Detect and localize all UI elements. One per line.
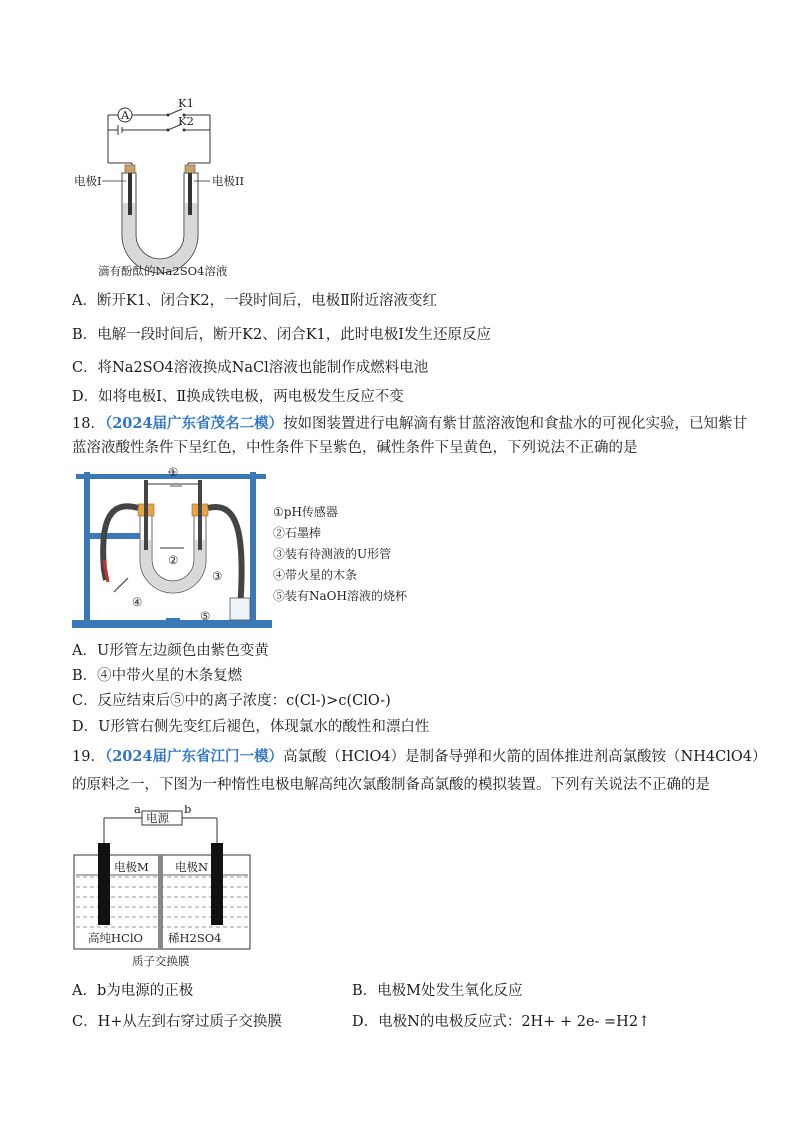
mark-5: ⑤ bbox=[200, 609, 211, 623]
ammeter-label: A bbox=[121, 108, 130, 122]
question-number: 18． bbox=[72, 416, 105, 432]
option-text: U形管右侧先变红后褪色，体现氯水的酸性和漂白性 bbox=[98, 719, 430, 735]
option-text: 反应结束后⑤中的离子浓度：c(Cl-)>c(ClO-) bbox=[97, 693, 391, 709]
option-text: U形管左边颜色由紫色变黄 bbox=[96, 643, 269, 659]
option-text: 电极M处发生氧化反应 bbox=[377, 983, 523, 999]
question-stem: 按如图装置进行电解滴有紫甘蓝溶液饱和食盐水的可视化实验，已知紫甘 bbox=[283, 416, 748, 432]
q17-option-a bbox=[72, 290, 437, 312]
mark-4: ④ bbox=[132, 595, 143, 609]
q19-option-b bbox=[352, 980, 523, 1002]
figure-electrolysis-cell bbox=[70, 805, 260, 970]
option-letter: A． bbox=[72, 983, 97, 999]
power-label: 电源 bbox=[146, 811, 169, 825]
q19-option-c bbox=[72, 1011, 282, 1033]
formula-nh4clo4: NH4ClO4 bbox=[680, 749, 752, 765]
q19-option-a bbox=[72, 980, 193, 1002]
question-stem: ）是制备导弹和火箭的固体推进剂高氯酸铵（ bbox=[390, 749, 681, 765]
solution-label: 滴有酚酞的Na2SO4溶液 bbox=[98, 264, 228, 278]
k1-label: K1 bbox=[178, 96, 194, 110]
option-letter: B． bbox=[72, 327, 98, 343]
legend-item: ④带火星的木条 bbox=[273, 568, 358, 582]
option-text: 如将电极Ⅰ、Ⅱ换成铁电极，两电极发生反应不变 bbox=[98, 389, 404, 405]
figure-electrolysis-apparatus bbox=[70, 460, 280, 636]
q17-option-b bbox=[72, 324, 491, 346]
q17-option-c bbox=[72, 357, 428, 379]
legend-item: ⑤装有NaOH溶液的烧杯 bbox=[273, 589, 407, 603]
option-letter: A． bbox=[72, 643, 97, 659]
option-letter: A． bbox=[72, 293, 97, 309]
option-letter: D． bbox=[72, 719, 99, 735]
q18-option-c bbox=[72, 690, 391, 712]
question-source: （2024届广东省茂名二模） bbox=[104, 415, 284, 432]
question-stem: 蓝溶液酸性条件下呈红色，中性条件下呈紫色，碱性条件下呈黄色，下列说法不正确的是 bbox=[72, 440, 638, 456]
option-letter: D． bbox=[72, 389, 99, 405]
option-text: H+从左到右穿过质子交换膜 bbox=[97, 1014, 282, 1030]
option-letter: C． bbox=[72, 1014, 98, 1030]
question-stem: 的原料之一，下图为一种惰性电极电解高纯次氯酸制备高氯酸的模拟装置。下列有关说法不正确的是 bbox=[72, 777, 710, 793]
mark-3: ③ bbox=[212, 569, 223, 583]
k2-label: K2 bbox=[178, 114, 194, 128]
membrane-label: 质子交换膜 bbox=[132, 954, 190, 968]
q18-stem-line1 bbox=[72, 413, 747, 435]
electrode-i-label: 电极I bbox=[74, 174, 102, 188]
question-number: 19． bbox=[72, 749, 105, 765]
right-solution-label: 稀H2SO4 bbox=[168, 931, 222, 945]
terminal-b: b bbox=[184, 805, 192, 816]
q18-option-a bbox=[72, 640, 269, 662]
legend-item: ②石墨棒 bbox=[273, 526, 322, 540]
apparatus-legend bbox=[273, 502, 407, 607]
question-stem: ） bbox=[751, 749, 767, 765]
option-letter: C． bbox=[72, 693, 98, 709]
q18-option-b bbox=[72, 665, 242, 687]
option-text: ④中带火星的木条复燃 bbox=[97, 668, 243, 684]
option-letter: C． bbox=[72, 360, 98, 376]
q19-option-d bbox=[352, 1011, 650, 1033]
option-letter: B． bbox=[352, 983, 378, 999]
q18-stem-line2 bbox=[72, 437, 638, 459]
option-letter: B． bbox=[72, 668, 98, 684]
legend-item: ①pH传感器 bbox=[273, 505, 338, 519]
electrode-ii-label: 电极II bbox=[212, 174, 245, 188]
formula-hclo4: HClO4 bbox=[341, 749, 391, 765]
q19-stem-line1 bbox=[72, 746, 766, 768]
legend-item: ③装有待测液的U形管 bbox=[273, 547, 392, 561]
option-letter: D． bbox=[352, 1014, 379, 1030]
mark-1: ① bbox=[168, 465, 179, 479]
left-solution-label: 高纯HClO bbox=[88, 931, 143, 945]
question-stem: 高氯酸（ bbox=[283, 749, 342, 765]
option-text: 断开K1、闭合K2，一段时间后，电极Ⅱ附近溶液变红 bbox=[96, 293, 437, 309]
electrode-n-label: 电极N bbox=[175, 860, 209, 874]
option-text: b为电源的正极 bbox=[96, 983, 194, 999]
option-text: 电解一段时间后，断开K2、闭合K1，此时电极Ⅰ发生还原反应 bbox=[97, 327, 491, 343]
terminal-a: a bbox=[134, 805, 141, 816]
electrode-m-label: 电极M bbox=[114, 860, 149, 874]
q17-option-d bbox=[72, 386, 404, 408]
option-text: 将Na2SO4溶液换成NaCl溶液也能制作成燃料电池 bbox=[97, 360, 429, 376]
q18-option-d bbox=[72, 716, 429, 738]
q19-stem-line2 bbox=[72, 774, 710, 796]
option-text: 电极N的电极反应式：2H+ + 2e- =H2↑ bbox=[378, 1014, 651, 1030]
mark-2: ② bbox=[168, 553, 179, 567]
figure-u-tube-electrolysis bbox=[70, 95, 270, 285]
question-source: （2024届广东省江门一模） bbox=[104, 748, 284, 765]
